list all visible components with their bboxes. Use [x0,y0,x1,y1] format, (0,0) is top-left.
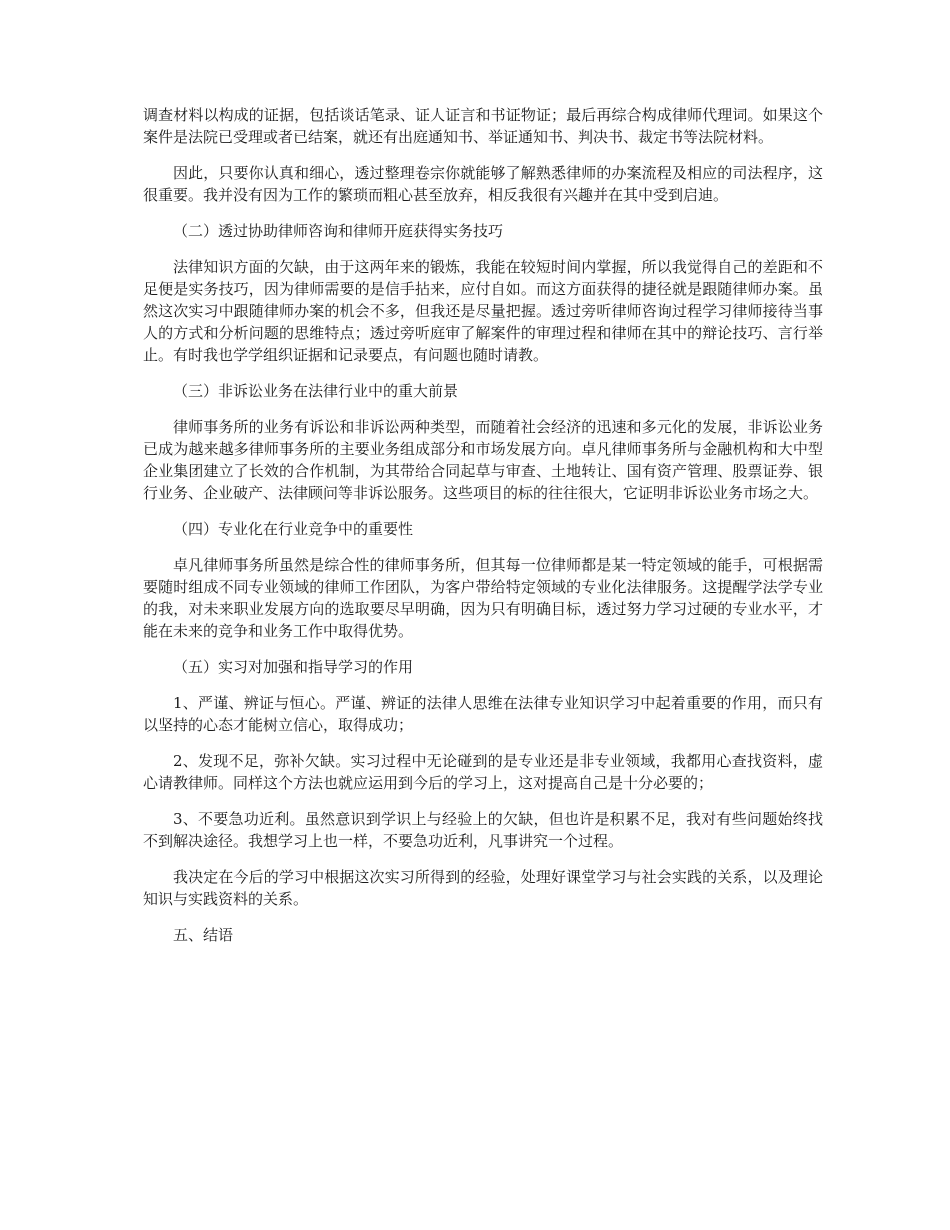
paragraph-gap [143,642,823,656]
paragraph-gap [143,540,823,554]
paragraph-non-litigation: 律师事务所的业务有诉讼和非诉讼两种类型，而随着社会经济的迅速和多元化的发展，非诉讼业务已成为越来越多律师事务所的主要业务组成部分和市场发展方向。卓凡律师事务所与金融机构和大中型企业集团建立了长效的合作机制，为其带给合同起草与审查、土地转让、国有资产管理、股票证券、银行业务、企业破产、法律顾问等非诉讼服务。这些项目的标的往往很大，它证明非诉讼业务市场之大。 [143,418,823,502]
paragraph-gap [143,148,823,162]
paragraph-continuation: 调查材料以构成的证据，包括谈话笔录、证人证言和书证物证；最后再综合构成律师代理词。如果这个案件是法院已受理或者已结案，就还有出庭通知书、举证通知书、判决书、裁定书等法院材料。 [143,106,823,146]
paragraph-specialization: 卓凡律师事务所虽然是综合性的律师事务所，但其每一位律师都是某一特定领域的能手，可根据需要随时组成不同专业领域的律师工作团队，为客户带给特定领域的专业化法律服务。这提醒学法学专业的我，对未来职业发展方向的选取要尽早明确，因为只有明确目标，透过努力学习过硬的专业水平，才能在未来的竞争和业务工作中取得优势。 [143,556,823,640]
paragraph-decision: 我决定在今后的学习中根据这次实习所得到的经验，处理好课堂学习与社会实践的关系，以及理论知识与实践资料的关系。 [143,868,823,908]
paragraph-gap [143,206,823,220]
paragraph-gap [143,910,823,924]
heading-internship-effect: （五）实习对加强和指导学习的作用 [173,658,414,676]
paragraph-gap [143,678,823,692]
paragraph-gap [143,504,823,518]
section-heading-conclusion: 五、结语 [173,926,234,944]
heading-specialization: （四）专业化在行业竞争中的重要性 [173,520,414,538]
paragraph-gap [143,852,823,866]
heading-practical-skills: （二）透过协助律师咨询和律师开庭获得实务技巧 [173,222,504,240]
list-item-rigor: 1、严谨、辨证与恒心。严谨、辨证的法律人思维在法律专业知识学习中起着重要的作用，而只有以坚持的心态才能树立信心，取得成功； [143,694,823,734]
list-item-patience: 3、不要急功近利。虽然意识到学识上与经验上的欠缺，但也许是积累不足，我对有些问题始终找不到解决途径。我想学习上也一样，不要急功近利，凡事讲究一个过程。 [143,810,823,850]
paragraph-gap [143,736,823,750]
heading-non-litigation: （三）非诉讼业务在法律行业中的重大前景 [173,382,459,400]
paragraph-gap [143,402,823,416]
paragraph-gap [143,242,823,256]
paragraph-gap [143,794,823,808]
paragraph-gap [143,366,823,380]
list-item-shortcomings: 2、发现不足，弥补欠缺。实习过程中无论碰到的是专业还是非专业领域，我都用心查找资料，虚心请教律师。同样这个方法也就应运用到今后的学习上，这对提高自己是十分必要的； [143,752,823,792]
paragraph-case-files: 因此，只要你认真和细心，透过整理卷宗你就能够了解熟悉律师的办案流程及相应的司法程序，这很重要。我并没有因为工作的繁琐而粗心甚至放弃，相反我很有兴趣并在其中受到启迪。 [143,164,823,204]
document-page [143,104,823,946]
paragraph-practical-skills: 法律知识方面的欠缺，由于这两年来的锻炼，我能在较短时间内掌握，所以我觉得自己的差距和不足便是实务技巧，因为律师需要的是信手拈来，应付自如。而这方面获得的捷径就是跟随律师办案。虽然这次实习中跟随律师办案的机会不多，但我还是尽量把握。透过旁听律师咨询过程学习律师接待当事人的方式和分析问题的思维特点；透过旁听庭审了解案件的审理过程和律师在其中的辩论技巧、言行举止。有时我也学学组织证据和记录要点，有问题也随时请教。 [143,258,823,364]
